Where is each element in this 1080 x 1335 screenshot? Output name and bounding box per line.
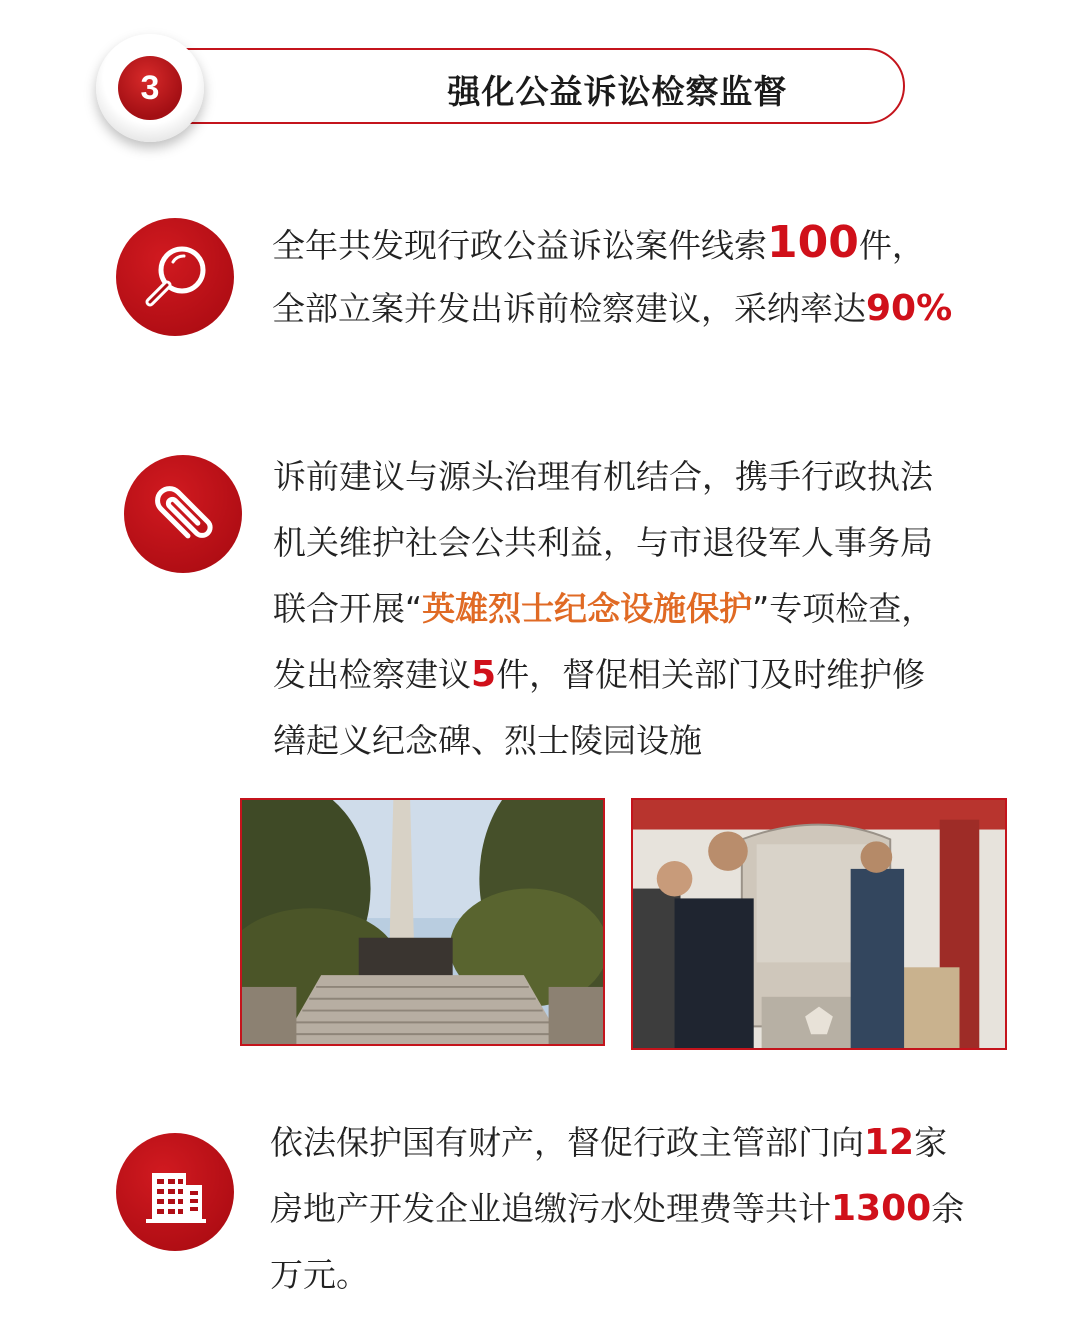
text-line: 房地产开发企业追缴污水处理费等共计 [270,1189,831,1228]
state-property-text [270,1110,964,1308]
text-line: 万元。 [270,1255,369,1294]
text-line: 机关维护社会公共利益，与市退役军人事务局 [273,523,933,562]
buildings-icon [116,1133,234,1251]
text-line: ”专项检查， [752,589,935,628]
section-number: 3 [118,56,182,120]
case-clue-count: 100 [767,217,859,268]
enterprise-count: 12 [864,1122,915,1163]
recovered-amount: 1300 [831,1188,932,1229]
text-line: 发出检察建议 [273,655,471,694]
magnifier-icon [116,218,234,336]
text-line: 件， [858,226,925,265]
clue-statistics-text [272,212,952,344]
section-number-badge [96,34,204,142]
memorial-inspection-photo [631,798,1007,1050]
monument-photo [240,798,605,1046]
text-line: 件，督促相关部门及时维护修 [496,655,926,694]
text-line: 全年共发现行政公益诉讼案件线索 [272,226,767,265]
text-line: 联合开展“ [273,589,423,628]
text-line: 诉前建议与源头治理有机结合，携手行政执法 [273,457,933,496]
section-title: 强化公益诉讼检察监督 [447,72,788,111]
paperclip-icon [124,455,242,573]
section-header-bar [150,48,905,124]
text-line: 缮起义纪念碑、烈士陵园设施 [273,721,702,760]
text-line: 全部立案并发出诉前检察建议，采纳率达 [272,289,866,328]
suggestion-count: 5 [471,654,497,695]
text-line: 家 [914,1123,948,1162]
text-line: 依法保护国有财产，督促行政主管部门向 [270,1123,864,1162]
adoption-rate: 90% [866,288,953,329]
campaign-name: 英雄烈士纪念设施保护 [422,589,753,628]
text-line: 余 [931,1189,965,1228]
memorial-protection-text [273,444,934,774]
